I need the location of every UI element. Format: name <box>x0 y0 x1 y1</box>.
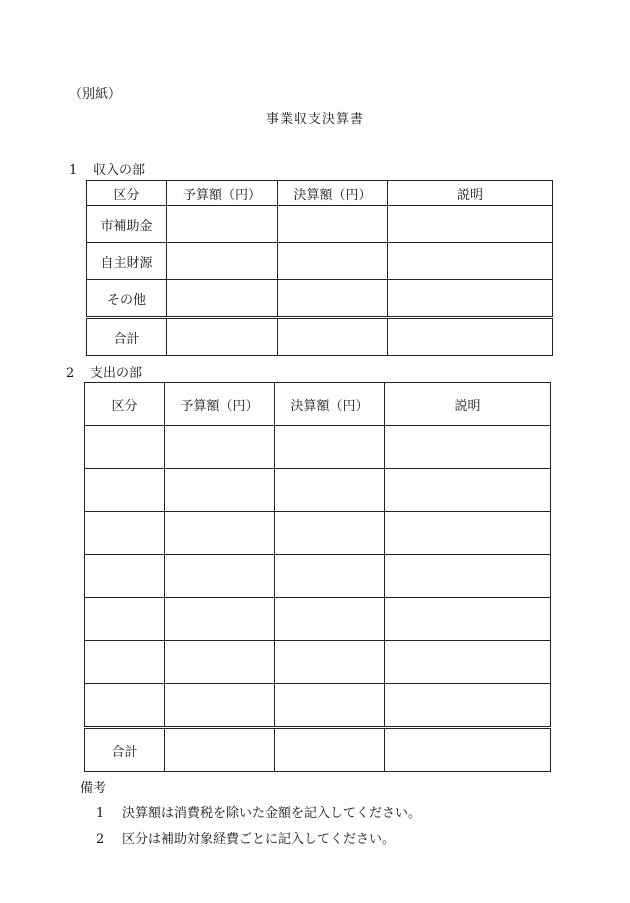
remark-number: 1 <box>96 806 105 821</box>
expense-budget-cell[interactable] <box>165 426 275 469</box>
expense-total-budget-cell[interactable] <box>165 728 275 772</box>
remarks-title: 備考 <box>80 781 107 796</box>
expense-budget-cell[interactable] <box>165 684 275 728</box>
income-row-label: 自主財源 <box>87 243 167 280</box>
table-row <box>85 641 551 684</box>
income-section-number: 1 <box>69 163 78 178</box>
income-actual-cell[interactable] <box>278 280 388 318</box>
table-row <box>85 555 551 598</box>
attachment-note: （別紙） <box>69 87 122 102</box>
expense-budget-cell[interactable] <box>165 555 275 598</box>
income-total-row <box>87 318 553 356</box>
table-row <box>85 426 551 469</box>
income-actual-cell[interactable] <box>278 243 388 280</box>
expense-total-actual-cell[interactable] <box>275 728 385 772</box>
expense-category-cell[interactable] <box>85 426 165 469</box>
income-row-label: その他 <box>87 280 167 318</box>
expense-actual-cell[interactable] <box>275 641 385 684</box>
income-header-row <box>87 181 553 206</box>
expense-description-cell[interactable] <box>385 426 551 469</box>
expense-section-heading <box>66 362 142 381</box>
expense-section-label: 支出の部 <box>90 366 143 381</box>
expense-budget-cell[interactable] <box>165 469 275 512</box>
expense-total-description-cell[interactable] <box>385 728 551 772</box>
income-row-label: 市補助金 <box>87 206 167 243</box>
table-row <box>87 243 553 280</box>
income-total-actual-cell[interactable] <box>278 318 388 356</box>
income-budget-cell[interactable] <box>167 206 278 243</box>
expense-table <box>84 382 551 772</box>
expense-budget-cell[interactable] <box>165 512 275 555</box>
table-row <box>85 469 551 512</box>
expense-actual-cell[interactable] <box>275 512 385 555</box>
expense-description-cell[interactable] <box>385 684 551 728</box>
income-description-cell[interactable] <box>388 280 553 318</box>
income-total-budget-cell[interactable] <box>167 318 278 356</box>
table-row <box>85 598 551 641</box>
income-table <box>86 180 553 356</box>
expense-actual-cell[interactable] <box>275 684 385 728</box>
income-description-cell[interactable] <box>388 206 553 243</box>
expense-description-cell[interactable] <box>385 512 551 555</box>
income-header-actual: 決算額（円） <box>278 181 388 206</box>
expense-category-cell[interactable] <box>85 469 165 512</box>
expense-description-cell[interactable] <box>385 469 551 512</box>
expense-category-cell[interactable] <box>85 512 165 555</box>
table-row <box>87 280 553 318</box>
expense-actual-cell[interactable] <box>275 426 385 469</box>
table-row <box>85 684 551 728</box>
remark-item <box>96 802 421 821</box>
income-description-cell[interactable] <box>388 243 553 280</box>
expense-header-category: 区分 <box>85 383 165 426</box>
expense-budget-cell[interactable] <box>165 598 275 641</box>
expense-category-cell[interactable] <box>85 641 165 684</box>
expense-category-cell[interactable] <box>85 598 165 641</box>
income-total-label: 合計 <box>87 318 167 356</box>
expense-header-budget: 予算額（円） <box>165 383 275 426</box>
remark-number: 2 <box>96 832 105 847</box>
income-actual-cell[interactable] <box>278 206 388 243</box>
income-budget-cell[interactable] <box>167 243 278 280</box>
table-row <box>85 512 551 555</box>
table-row <box>87 206 553 243</box>
expense-total-row <box>85 728 551 772</box>
income-header-budget: 予算額（円） <box>167 181 278 206</box>
expense-category-cell[interactable] <box>85 555 165 598</box>
expense-budget-cell[interactable] <box>165 641 275 684</box>
document-title: 事業収支決算書 <box>265 112 364 127</box>
income-total-description-cell[interactable] <box>388 318 553 356</box>
expense-header-description: 説明 <box>385 383 551 426</box>
remark-item <box>96 828 395 847</box>
expense-category-cell[interactable] <box>85 684 165 728</box>
expense-header-actual: 決算額（円） <box>275 383 385 426</box>
expense-actual-cell[interactable] <box>275 555 385 598</box>
expense-description-cell[interactable] <box>385 641 551 684</box>
expense-section-number: 2 <box>66 366 75 381</box>
income-header-description: 説明 <box>388 181 553 206</box>
income-section-label: 収入の部 <box>93 163 146 178</box>
remark-text: 決算額は消費税を除いた金額を記入してください。 <box>122 806 422 821</box>
expense-header-row <box>85 383 551 426</box>
expense-description-cell[interactable] <box>385 555 551 598</box>
income-header-category: 区分 <box>87 181 167 206</box>
income-budget-cell[interactable] <box>167 280 278 318</box>
expense-total-label: 合計 <box>85 728 165 772</box>
expense-actual-cell[interactable] <box>275 598 385 641</box>
income-section-heading <box>69 159 145 178</box>
expense-actual-cell[interactable] <box>275 469 385 512</box>
remark-text: 区分は補助対象経費ごとに記入してください。 <box>122 832 396 847</box>
expense-description-cell[interactable] <box>385 598 551 641</box>
